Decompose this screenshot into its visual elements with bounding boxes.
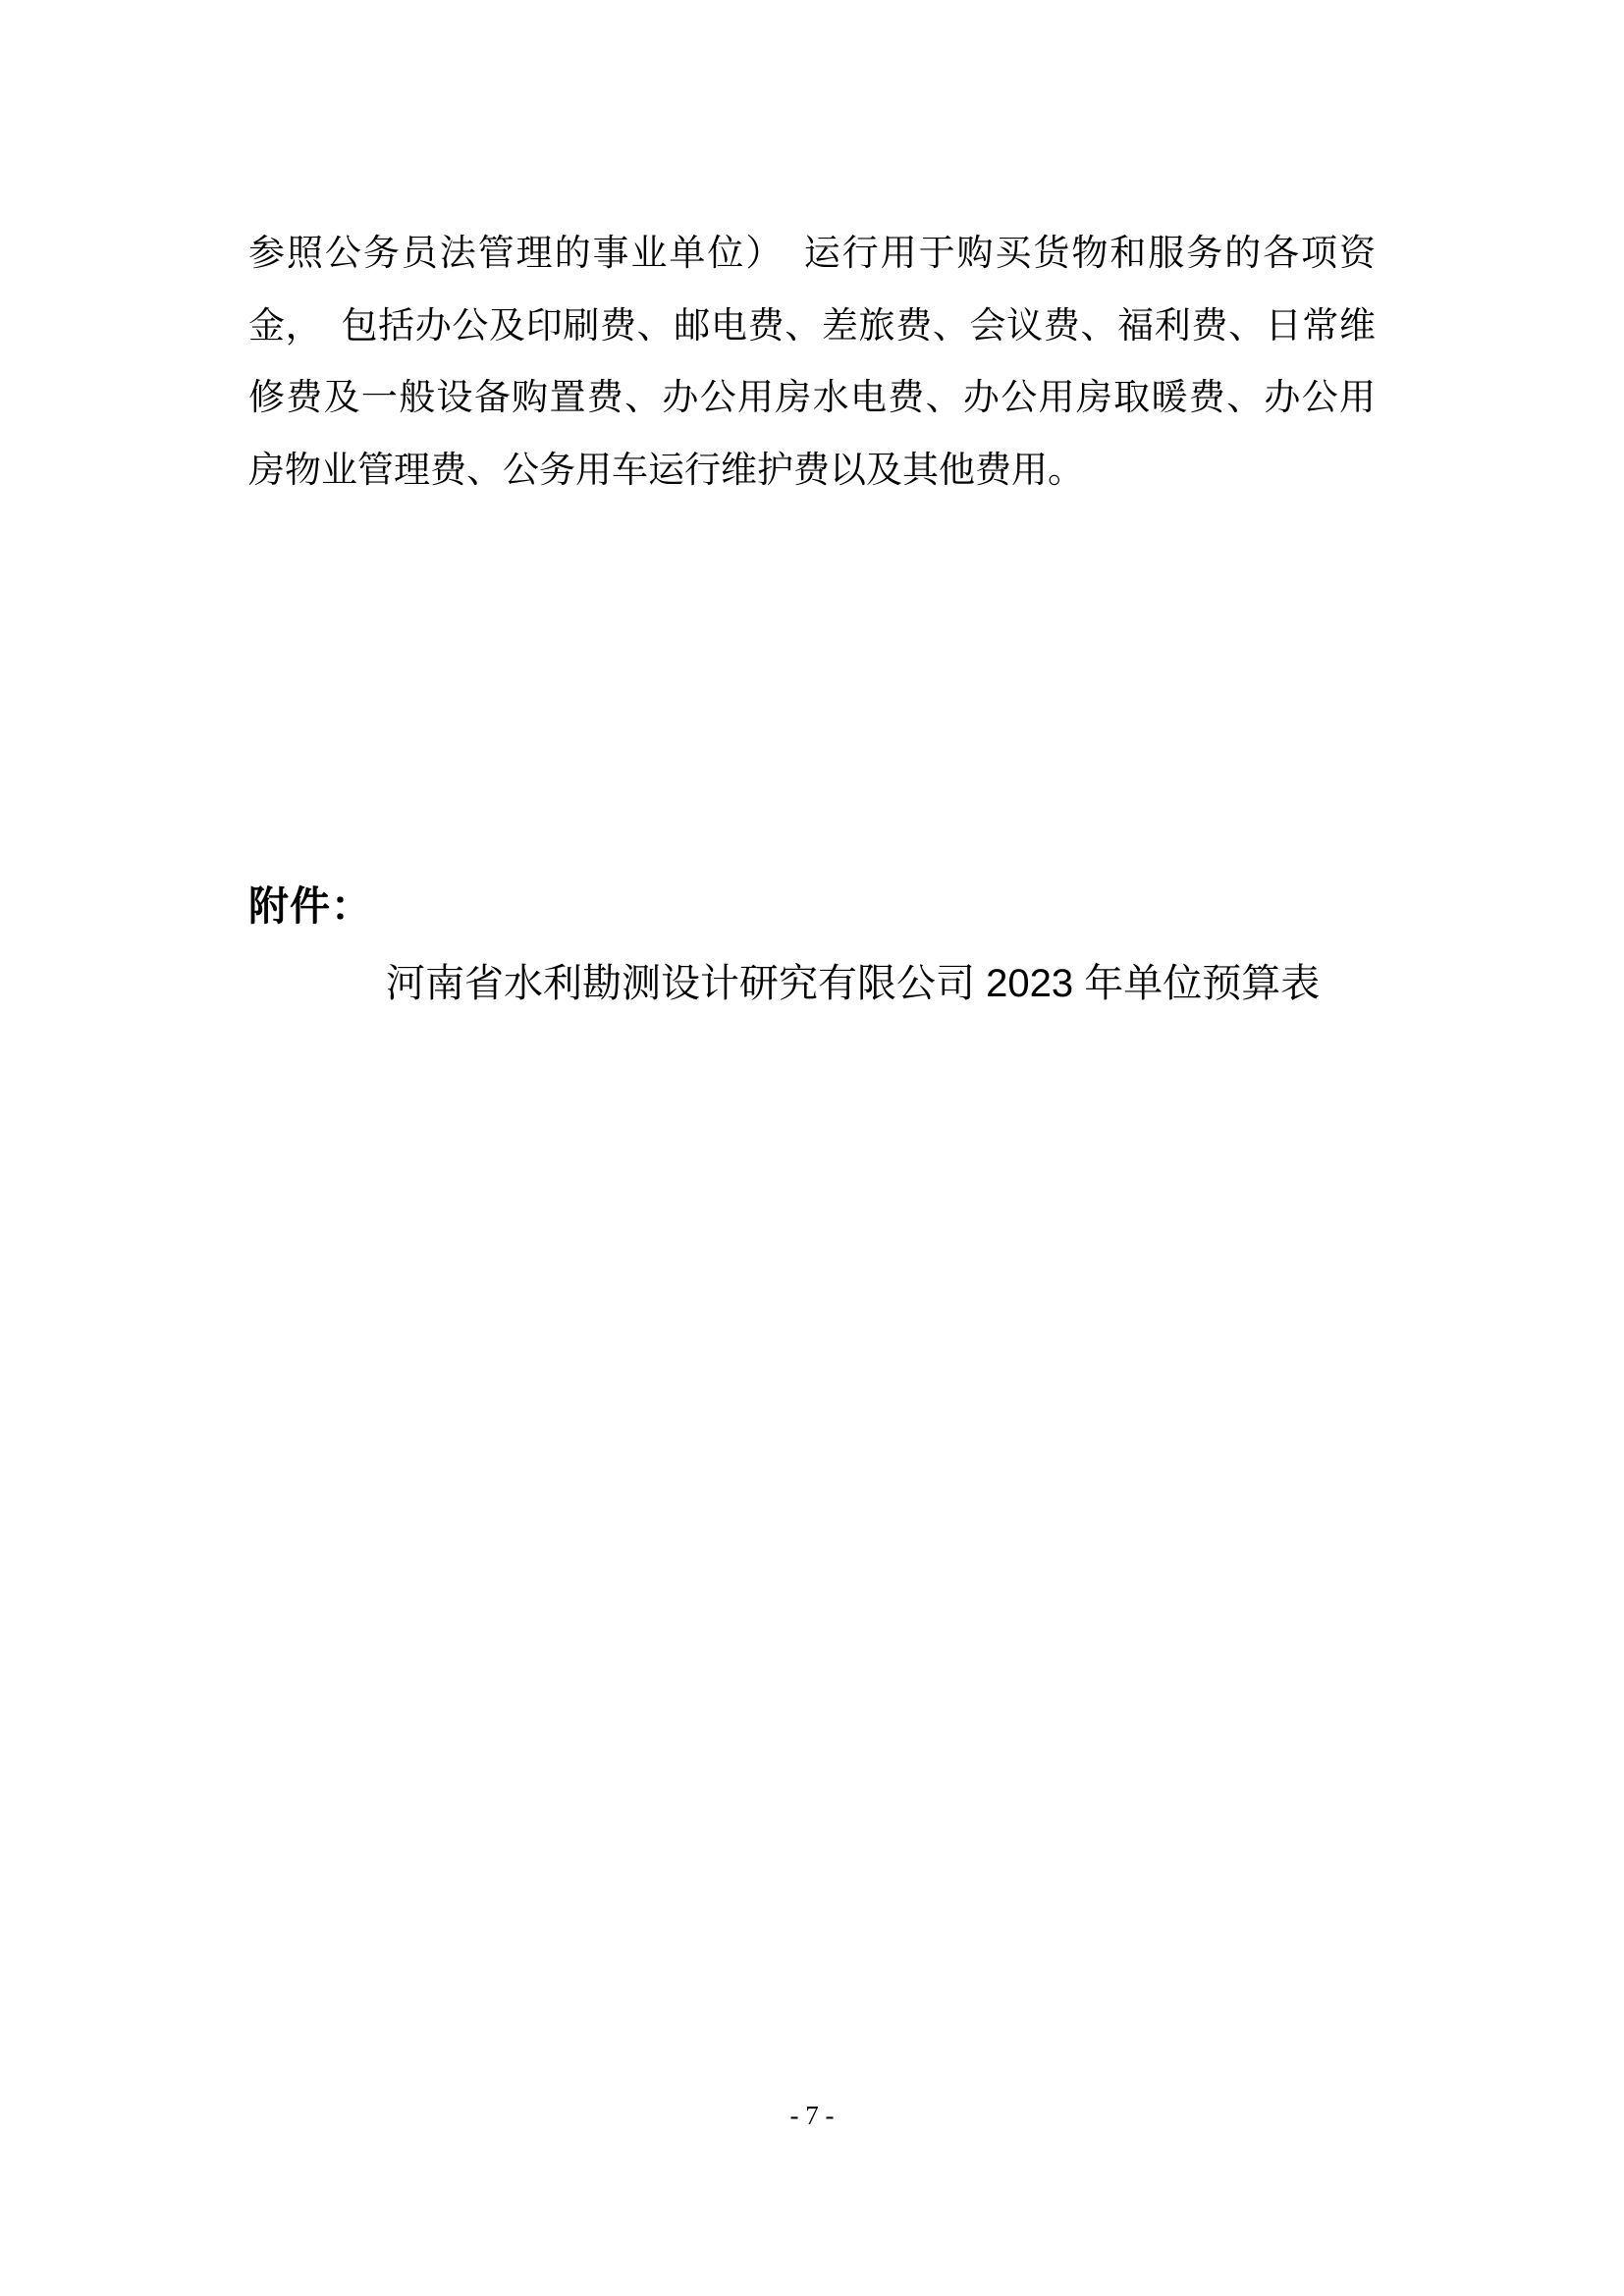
page-number: - 7 - bbox=[789, 2101, 835, 2130]
paragraph-line: 房物业管理费、公务用车运行维护费以及其他费用。 bbox=[248, 450, 1084, 491]
body-paragraph bbox=[248, 218, 1376, 507]
attachment-title: 河南省水利勘测设计研究有限公司 2023 年单位预算表 bbox=[386, 962, 1321, 1005]
paragraph-line: 修费及一般设备购置费、办公用房水电费、办公用房取暖费、办公用 bbox=[248, 378, 1376, 418]
paragraph-line: 金， 包括办公及印刷费、邮电费、差旅费、会议费、福利费、日常维 bbox=[248, 305, 1376, 347]
paragraph-line: 参照公务员法管理的事业单位） 运行用于购买货物和服务的各项资 bbox=[248, 234, 1376, 274]
attachment-label: 附件： bbox=[248, 883, 372, 929]
